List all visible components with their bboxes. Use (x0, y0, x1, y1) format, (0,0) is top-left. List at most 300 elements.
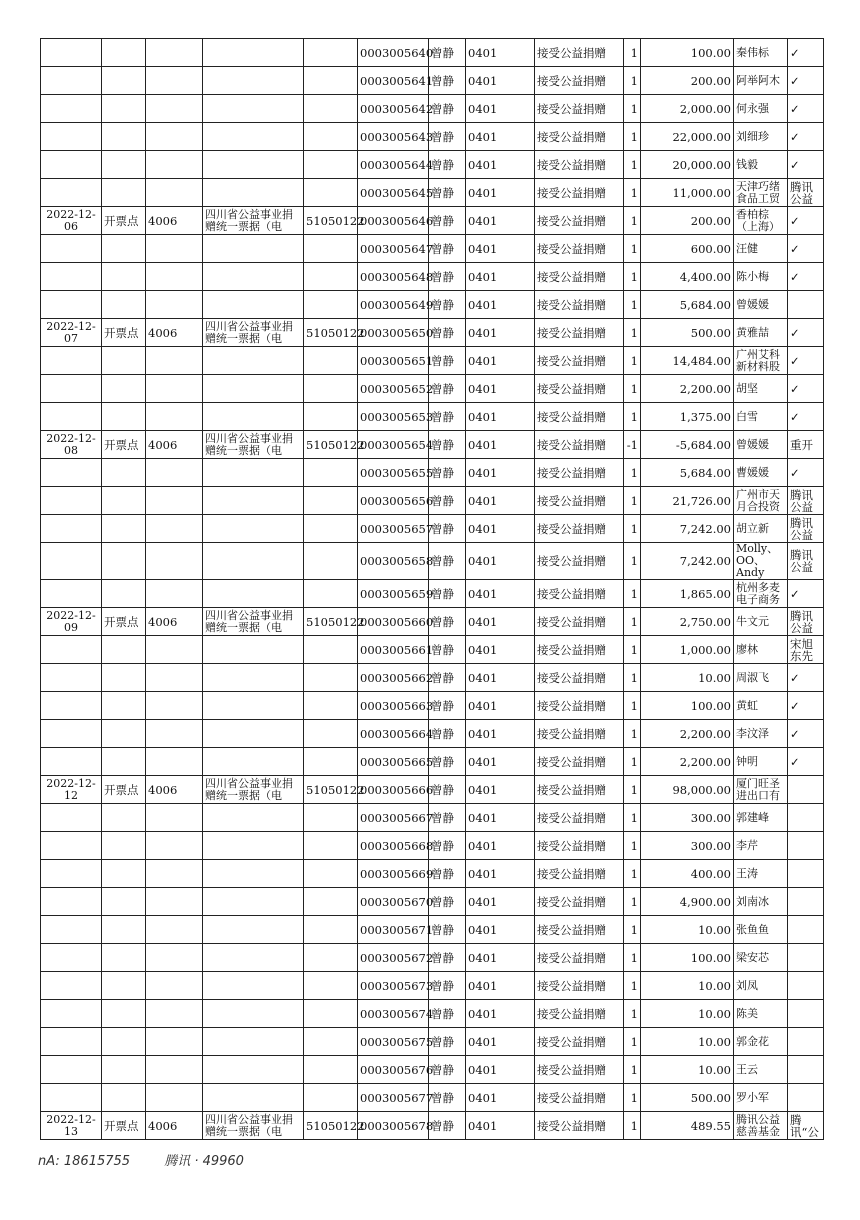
table-row (41, 636, 824, 664)
cell-donor: 王涛 (734, 860, 788, 888)
cell-category: 0401 (466, 804, 535, 832)
cell-receipt-number: 0003005672 (358, 944, 429, 972)
cell-date (41, 235, 102, 263)
cell-tax-code (304, 347, 358, 375)
cell-issuer: 曾静 (429, 748, 466, 776)
cell-date (41, 580, 102, 608)
table-row (41, 543, 824, 580)
cell-category: 0401 (466, 543, 535, 580)
cell-issuer: 曾静 (429, 664, 466, 692)
cell-issuer: 曾静 (429, 608, 466, 636)
cell-issue-point (102, 515, 146, 543)
cell-receipt-number: 0003005658 (358, 543, 429, 580)
cell-quantity: 1 (624, 720, 641, 748)
table-row (41, 291, 824, 319)
cell-tax-code (304, 1056, 358, 1084)
cell-quantity: 1 (624, 67, 641, 95)
cell-category: 0401 (466, 1028, 535, 1056)
cell-amount: 98,000.00 (641, 776, 734, 804)
cell-issue-point: 开票点 (102, 319, 146, 347)
cell-quantity: 1 (624, 748, 641, 776)
cell-issuer: 曾静 (429, 1000, 466, 1028)
table-row (41, 944, 824, 972)
cell-issue-point (102, 459, 146, 487)
cell-quantity: 1 (624, 1084, 641, 1112)
cell-issuer: 曾静 (429, 431, 466, 459)
cell-amount: -5,684.00 (641, 431, 734, 459)
cell-issue-point (102, 944, 146, 972)
cell-issue-point (102, 580, 146, 608)
cell-issuer: 曾静 (429, 543, 466, 580)
cell-date (41, 291, 102, 319)
cell-issue-point (102, 151, 146, 179)
cell-date (41, 916, 102, 944)
cell-quantity: 1 (624, 1056, 641, 1084)
cell-code (146, 1084, 203, 1112)
cell-code (146, 664, 203, 692)
cell-receipt-number: 0003005675 (358, 1028, 429, 1056)
cell-note (788, 916, 824, 944)
cell-item: 接受公益捐赠 (535, 263, 624, 291)
cell-item: 接受公益捐赠 (535, 123, 624, 151)
cell-issuer: 曾静 (429, 1028, 466, 1056)
cell-item: 接受公益捐赠 (535, 1000, 624, 1028)
cell-item: 接受公益捐赠 (535, 720, 624, 748)
cell-receipt-number: 0003005663 (358, 692, 429, 720)
cell-quantity: 1 (624, 179, 641, 207)
cell-issuer: 曾静 (429, 319, 466, 347)
cell-issuer: 曾静 (429, 151, 466, 179)
cell-tax-code (304, 1028, 358, 1056)
ledger-sheet (40, 38, 824, 1140)
table-row (41, 804, 824, 832)
cell-category: 0401 (466, 459, 535, 487)
cell-category: 0401 (466, 515, 535, 543)
cell-receipt-type (203, 888, 304, 916)
cell-issuer: 曾静 (429, 1084, 466, 1112)
cell-receipt-number: 0003005666 (358, 776, 429, 804)
cell-receipt-number: 0003005673 (358, 972, 429, 1000)
cell-amount: 10.00 (641, 972, 734, 1000)
handwritten-note-1: nA: 18615755 (38, 1154, 131, 1169)
cell-receipt-number: 0003005652 (358, 375, 429, 403)
cell-item: 接受公益捐赠 (535, 1112, 624, 1140)
cell-quantity: 1 (624, 944, 641, 972)
cell-amount: 400.00 (641, 860, 734, 888)
cell-quantity: 1 (624, 347, 641, 375)
cell-code (146, 543, 203, 580)
cell-quantity: 1 (624, 972, 641, 1000)
cell-code (146, 123, 203, 151)
cell-quantity: 1 (624, 39, 641, 67)
cell-code (146, 580, 203, 608)
cell-code: 4006 (146, 207, 203, 235)
table-row (41, 664, 824, 692)
cell-receipt-type (203, 291, 304, 319)
cell-date (41, 1084, 102, 1112)
cell-quantity: 1 (624, 664, 641, 692)
cell-item: 接受公益捐赠 (535, 487, 624, 515)
cell-note: ✓ (788, 375, 824, 403)
cell-receipt-type (203, 692, 304, 720)
table-row (41, 39, 824, 67)
cell-quantity: 1 (624, 459, 641, 487)
cell-tax-code (304, 580, 358, 608)
cell-category: 0401 (466, 347, 535, 375)
cell-tax-code (304, 263, 358, 291)
cell-receipt-number: 0003005671 (358, 916, 429, 944)
cell-tax-code (304, 151, 358, 179)
cell-note (788, 1084, 824, 1112)
cell-donor: 张鱼鱼 (734, 916, 788, 944)
cell-issuer: 曾静 (429, 403, 466, 431)
cell-receipt-type: 四川省公益事业捐赠统一票据（电 (203, 319, 304, 347)
cell-issue-point (102, 235, 146, 263)
cell-receipt-type (203, 972, 304, 1000)
cell-donor: 刘细珍 (734, 123, 788, 151)
table-row (41, 608, 824, 636)
cell-receipt-type: 四川省公益事业捐赠统一票据（电 (203, 776, 304, 804)
cell-item: 接受公益捐赠 (535, 431, 624, 459)
cell-tax-code (304, 720, 358, 748)
cell-donor: 何永强 (734, 95, 788, 123)
cell-item: 接受公益捐赠 (535, 347, 624, 375)
cell-date (41, 972, 102, 1000)
table-row (41, 487, 824, 515)
cell-issuer: 曾静 (429, 179, 466, 207)
cell-code (146, 151, 203, 179)
cell-category: 0401 (466, 720, 535, 748)
cell-issuer: 曾静 (429, 1056, 466, 1084)
cell-receipt-type (203, 459, 304, 487)
cell-receipt-type (203, 832, 304, 860)
cell-issue-point (102, 291, 146, 319)
cell-item: 接受公益捐赠 (535, 748, 624, 776)
table-row (41, 347, 824, 375)
cell-donor: 白雪 (734, 403, 788, 431)
cell-receipt-type: 四川省公益事业捐赠统一票据（电 (203, 431, 304, 459)
cell-donor: 汪健 (734, 235, 788, 263)
cell-code (146, 860, 203, 888)
cell-note: ✓ (788, 748, 824, 776)
cell-quantity: 1 (624, 636, 641, 664)
cell-donor: 刘凤 (734, 972, 788, 1000)
cell-date (41, 748, 102, 776)
cell-receipt-number: 0003005678 (358, 1112, 429, 1140)
cell-tax-code (304, 543, 358, 580)
cell-receipt-type (203, 804, 304, 832)
cell-donor: 曹媛媛 (734, 459, 788, 487)
cell-issuer: 曾静 (429, 1112, 466, 1140)
cell-amount: 4,400.00 (641, 263, 734, 291)
cell-amount: 2,200.00 (641, 748, 734, 776)
cell-quantity: 1 (624, 916, 641, 944)
cell-tax-code (304, 375, 358, 403)
cell-receipt-type (203, 1028, 304, 1056)
cell-quantity: 1 (624, 291, 641, 319)
cell-quantity: 1 (624, 888, 641, 916)
cell-quantity: 1 (624, 487, 641, 515)
cell-receipt-number: 0003005640 (358, 39, 429, 67)
cell-tax-code (304, 291, 358, 319)
cell-receipt-number: 0003005653 (358, 403, 429, 431)
cell-date: 2022-12-13 (41, 1112, 102, 1140)
cell-issuer: 曾静 (429, 636, 466, 664)
cell-donor: 罗小军 (734, 1084, 788, 1112)
cell-issue-point (102, 347, 146, 375)
cell-receipt-type (203, 487, 304, 515)
cell-date (41, 720, 102, 748)
cell-receipt-type (203, 67, 304, 95)
cell-code (146, 1056, 203, 1084)
handwritten-note-2: 腾讯 · 49960 (164, 1154, 244, 1169)
cell-note: ✓ (788, 403, 824, 431)
cell-category: 0401 (466, 972, 535, 1000)
cell-note: 腾讯公益 (788, 179, 824, 207)
cell-item: 接受公益捐赠 (535, 580, 624, 608)
cell-amount: 1,000.00 (641, 636, 734, 664)
cell-date (41, 347, 102, 375)
cell-code (146, 1000, 203, 1028)
cell-receipt-type (203, 39, 304, 67)
cell-note: 腾讯“公 (788, 1112, 824, 1140)
cell-note: ✓ (788, 95, 824, 123)
cell-code: 4006 (146, 776, 203, 804)
cell-issuer: 曾静 (429, 804, 466, 832)
cell-amount: 5,684.00 (641, 459, 734, 487)
cell-issuer: 曾静 (429, 235, 466, 263)
cell-issuer: 曾静 (429, 487, 466, 515)
cell-note (788, 860, 824, 888)
cell-receipt-type (203, 580, 304, 608)
cell-tax-code (304, 832, 358, 860)
cell-item: 接受公益捐赠 (535, 403, 624, 431)
cell-category: 0401 (466, 692, 535, 720)
cell-tax-code (304, 692, 358, 720)
table-row (41, 1112, 824, 1140)
cell-date (41, 459, 102, 487)
cell-receipt-number: 0003005642 (358, 95, 429, 123)
cell-code (146, 67, 203, 95)
cell-receipt-number: 0003005665 (358, 748, 429, 776)
cell-note: ✓ (788, 39, 824, 67)
cell-donor: 广州艾科新材料股 (734, 347, 788, 375)
cell-issue-point (102, 1028, 146, 1056)
cell-code (146, 944, 203, 972)
cell-code (146, 375, 203, 403)
cell-date (41, 1028, 102, 1056)
table-row (41, 95, 824, 123)
table-row (41, 319, 824, 347)
cell-date: 2022-12-06 (41, 207, 102, 235)
cell-quantity: 1 (624, 515, 641, 543)
cell-code (146, 263, 203, 291)
cell-code (146, 972, 203, 1000)
table-row (41, 580, 824, 608)
cell-quantity: 1 (624, 1000, 641, 1028)
cell-amount: 2,200.00 (641, 375, 734, 403)
cell-amount: 21,726.00 (641, 487, 734, 515)
cell-note: 重开 (788, 431, 824, 459)
cell-issue-point (102, 263, 146, 291)
cell-receipt-type (203, 151, 304, 179)
cell-category: 0401 (466, 403, 535, 431)
cell-quantity: 1 (624, 580, 641, 608)
cell-issue-point (102, 67, 146, 95)
cell-item: 接受公益捐赠 (535, 291, 624, 319)
cell-quantity: 1 (624, 263, 641, 291)
cell-date (41, 67, 102, 95)
cell-item: 接受公益捐赠 (535, 860, 624, 888)
cell-item: 接受公益捐赠 (535, 664, 624, 692)
cell-category: 0401 (466, 319, 535, 347)
cell-note (788, 832, 824, 860)
table-row (41, 916, 824, 944)
table-row (41, 123, 824, 151)
cell-category: 0401 (466, 1112, 535, 1140)
cell-quantity: 1 (624, 1028, 641, 1056)
cell-donor: Molly、OO、Andy (734, 543, 788, 580)
cell-issuer: 曾静 (429, 207, 466, 235)
cell-donor: 钟明 (734, 748, 788, 776)
cell-quantity: 1 (624, 543, 641, 580)
cell-issue-point (102, 720, 146, 748)
cell-receipt-number: 0003005651 (358, 347, 429, 375)
cell-receipt-number: 0003005649 (358, 291, 429, 319)
cell-date (41, 543, 102, 580)
cell-quantity: 1 (624, 832, 641, 860)
cell-receipt-number: 0003005662 (358, 664, 429, 692)
cell-donor: 秦伟标 (734, 39, 788, 67)
cell-receipt-number: 0003005647 (358, 235, 429, 263)
cell-note: ✓ (788, 67, 824, 95)
cell-date (41, 95, 102, 123)
cell-tax-code (304, 459, 358, 487)
cell-quantity: 1 (624, 151, 641, 179)
cell-tax-code: 51050122 (304, 608, 358, 636)
cell-donor: 阿举阿木 (734, 67, 788, 95)
cell-amount: 100.00 (641, 692, 734, 720)
cell-code (146, 403, 203, 431)
cell-receipt-type (203, 95, 304, 123)
cell-item: 接受公益捐赠 (535, 375, 624, 403)
cell-code (146, 487, 203, 515)
cell-amount: 200.00 (641, 67, 734, 95)
cell-item: 接受公益捐赠 (535, 972, 624, 1000)
cell-amount: 600.00 (641, 235, 734, 263)
cell-donor: 腾讯公益慈善基金 (734, 1112, 788, 1140)
cell-category: 0401 (466, 151, 535, 179)
cell-issue-point (102, 636, 146, 664)
cell-receipt-type (203, 375, 304, 403)
cell-note: ✓ (788, 664, 824, 692)
cell-quantity: 1 (624, 375, 641, 403)
cell-code (146, 291, 203, 319)
cell-issue-point (102, 664, 146, 692)
cell-amount: 4,900.00 (641, 888, 734, 916)
cell-code (146, 888, 203, 916)
cell-issuer: 曾静 (429, 375, 466, 403)
cell-note: 腾讯公益 (788, 543, 824, 580)
cell-item: 接受公益捐赠 (535, 692, 624, 720)
cell-receipt-number: 0003005641 (358, 67, 429, 95)
cell-date: 2022-12-09 (41, 608, 102, 636)
cell-donor: 陈小梅 (734, 263, 788, 291)
cell-tax-code (304, 95, 358, 123)
cell-receipt-number: 0003005674 (358, 1000, 429, 1028)
cell-issue-point: 开票点 (102, 207, 146, 235)
cell-receipt-type (203, 916, 304, 944)
cell-issuer: 曾静 (429, 39, 466, 67)
table-row (41, 972, 824, 1000)
table-row (41, 692, 824, 720)
cell-code (146, 1028, 203, 1056)
cell-donor: 李汶泽 (734, 720, 788, 748)
cell-item: 接受公益捐赠 (535, 804, 624, 832)
cell-issuer: 曾静 (429, 776, 466, 804)
cell-date (41, 403, 102, 431)
cell-code (146, 39, 203, 67)
cell-donor: 李芹 (734, 832, 788, 860)
cell-donor: 胡坚 (734, 375, 788, 403)
cell-issuer: 曾静 (429, 263, 466, 291)
cell-date (41, 1056, 102, 1084)
cell-issue-point (102, 123, 146, 151)
cell-note (788, 944, 824, 972)
table-row (41, 235, 824, 263)
cell-amount: 100.00 (641, 39, 734, 67)
cell-item: 接受公益捐赠 (535, 515, 624, 543)
table-row (41, 860, 824, 888)
cell-category: 0401 (466, 375, 535, 403)
cell-code: 4006 (146, 1112, 203, 1140)
cell-quantity: 1 (624, 235, 641, 263)
cell-category: 0401 (466, 860, 535, 888)
cell-donor: 郭建峰 (734, 804, 788, 832)
cell-amount: 10.00 (641, 1028, 734, 1056)
cell-receipt-number: 0003005669 (358, 860, 429, 888)
cell-note: 宋旭东先 (788, 636, 824, 664)
cell-issue-point (102, 916, 146, 944)
cell-quantity: 1 (624, 1112, 641, 1140)
cell-issue-point (102, 804, 146, 832)
cell-item: 接受公益捐赠 (535, 319, 624, 347)
cell-receipt-number: 0003005656 (358, 487, 429, 515)
cell-date (41, 39, 102, 67)
cell-receipt-number: 0003005676 (358, 1056, 429, 1084)
cell-receipt-type (203, 748, 304, 776)
cell-tax-code (304, 515, 358, 543)
cell-note: ✓ (788, 123, 824, 151)
cell-donor: 廖林 (734, 636, 788, 664)
cell-tax-code (304, 944, 358, 972)
cell-date (41, 692, 102, 720)
cell-note: ✓ (788, 720, 824, 748)
cell-issuer: 曾静 (429, 580, 466, 608)
cell-category: 0401 (466, 431, 535, 459)
cell-note: ✓ (788, 580, 824, 608)
cell-quantity: 1 (624, 804, 641, 832)
cell-category: 0401 (466, 1000, 535, 1028)
cell-category: 0401 (466, 263, 535, 291)
cell-category: 0401 (466, 580, 535, 608)
cell-amount: 200.00 (641, 207, 734, 235)
cell-receipt-number: 0003005659 (358, 580, 429, 608)
cell-date (41, 804, 102, 832)
cell-tax-code (304, 972, 358, 1000)
cell-issue-point (102, 179, 146, 207)
cell-tax-code (304, 860, 358, 888)
